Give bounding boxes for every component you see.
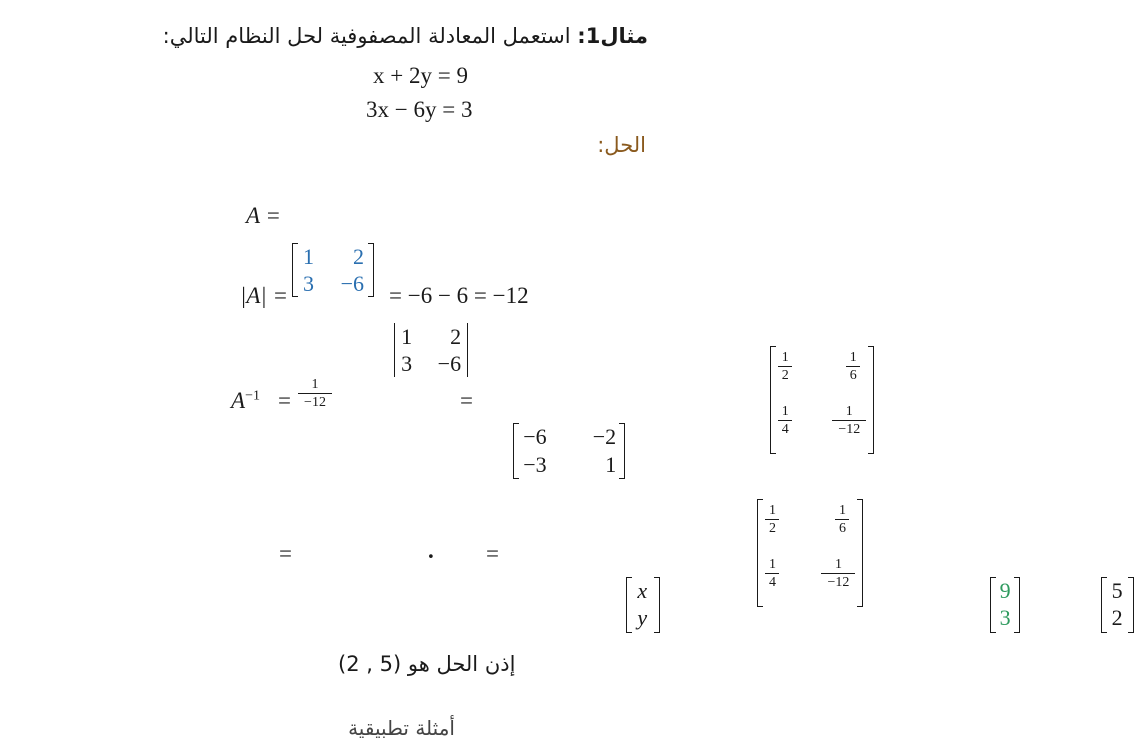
adjugate-cell-12: −2 <box>592 424 617 449</box>
inverse-symbol: A <box>231 388 246 413</box>
inverse-result-cell-21 <box>778 404 792 437</box>
determinant-cell-12: 2 <box>450 324 462 349</box>
equation-2: 3x − 6y = 3 <box>366 97 473 122</box>
denominator: 4 <box>768 575 776 590</box>
inverse-exponent: −1 <box>245 388 260 404</box>
final-inverse-cell-22 <box>821 557 855 590</box>
determinant-lhs: |A| = <box>240 283 288 308</box>
adjugate-cell-22: 1 <box>605 452 617 477</box>
inverse-scalar-fraction <box>298 377 332 410</box>
determinant-result: = −6 − 6 = −12 <box>389 283 529 308</box>
variable-vector <box>626 577 660 633</box>
scalar-denominator: −12 <box>304 395 326 410</box>
numerator: 1 <box>778 404 792 421</box>
right-bracket <box>868 346 874 454</box>
cut-off-heading: أمثلة تطبيقية <box>348 716 455 740</box>
final-inverse-cell-11 <box>765 503 779 536</box>
final-inverse-matrix <box>757 499 863 607</box>
solution-vector <box>1101 577 1134 633</box>
matrix-a-cell-12: 2 <box>353 244 364 269</box>
matrix-a <box>292 243 374 297</box>
determinant-cell-11: 1 <box>401 324 413 349</box>
matrix-a-lhs: A = <box>246 203 281 228</box>
final-inverse-cell-21 <box>765 557 779 590</box>
numerator: 1 <box>765 557 779 574</box>
solution-y-value: 2 <box>1111 605 1123 630</box>
final-equals-2: = <box>486 541 499 566</box>
inverse-result-cell-12 <box>846 350 860 383</box>
left-bracket <box>770 346 776 454</box>
left-bracket <box>1101 577 1107 633</box>
multiply-dot: . <box>428 538 434 563</box>
constant-b1: 9 <box>999 578 1011 603</box>
constants-vector <box>990 577 1020 633</box>
left-bracket <box>990 577 996 633</box>
left-bar <box>394 323 395 377</box>
inverse-equals-2: = <box>460 388 473 413</box>
numerator: 1 <box>846 350 860 367</box>
right-bracket <box>619 423 625 479</box>
matrix-a-cell-11: 1 <box>303 244 314 269</box>
example-label: مثال1: <box>577 24 648 48</box>
example-heading <box>163 24 648 48</box>
equation-1: x + 2y = 9 <box>373 63 468 88</box>
solution-label: الحل: <box>597 133 646 157</box>
right-bracket <box>654 577 660 633</box>
right-bar <box>467 323 468 377</box>
variable-x: x <box>637 578 648 603</box>
right-bracket <box>857 499 863 607</box>
inverse-lhs <box>231 388 260 414</box>
answer-text: إذن الحل هو (5 , 2) <box>338 652 516 676</box>
matrix-a-cell-22: −6 <box>340 271 364 296</box>
adjugate-matrix <box>513 423 625 479</box>
left-bracket <box>626 577 632 633</box>
matrix-a-cell-21: 3 <box>303 271 314 296</box>
left-bracket <box>292 243 298 297</box>
numerator: 1 <box>832 404 866 421</box>
right-bracket <box>368 243 374 297</box>
denominator: 6 <box>849 368 857 383</box>
solution-x-value: 5 <box>1111 578 1123 603</box>
denominator: 2 <box>768 521 776 536</box>
denominator: 6 <box>838 521 846 536</box>
determinant-cell-22: −6 <box>437 351 462 376</box>
scalar-numerator: 1 <box>298 377 332 394</box>
denominator: −12 <box>827 575 850 590</box>
variable-y: y <box>637 605 648 630</box>
denominator: 4 <box>781 422 789 437</box>
inverse-result-cell-22 <box>832 404 866 437</box>
final-equals-1: = <box>279 541 292 566</box>
constant-b2: 3 <box>999 605 1011 630</box>
final-inverse-cell-12 <box>835 503 849 536</box>
numerator: 1 <box>821 557 855 574</box>
numerator: 1 <box>765 503 779 520</box>
determinant-matrix <box>392 323 470 377</box>
inverse-equals-1: = <box>278 388 291 413</box>
inverse-result-matrix <box>770 346 874 454</box>
inverse-result-cell-11 <box>778 350 792 383</box>
numerator: 1 <box>835 503 849 520</box>
right-bracket <box>1128 577 1134 633</box>
adjugate-cell-21: −3 <box>523 452 547 477</box>
left-bracket <box>513 423 519 479</box>
example-text: استعمل المعادلة المصفوفية لحل النظام التالي: <box>162 24 578 48</box>
denominator: −12 <box>838 422 861 437</box>
adjugate-cell-11: −6 <box>523 424 547 449</box>
right-bracket <box>1014 577 1020 633</box>
denominator: 2 <box>781 368 789 383</box>
left-bracket <box>757 499 763 607</box>
numerator: 1 <box>778 350 792 367</box>
determinant-cell-21: 3 <box>401 351 413 376</box>
